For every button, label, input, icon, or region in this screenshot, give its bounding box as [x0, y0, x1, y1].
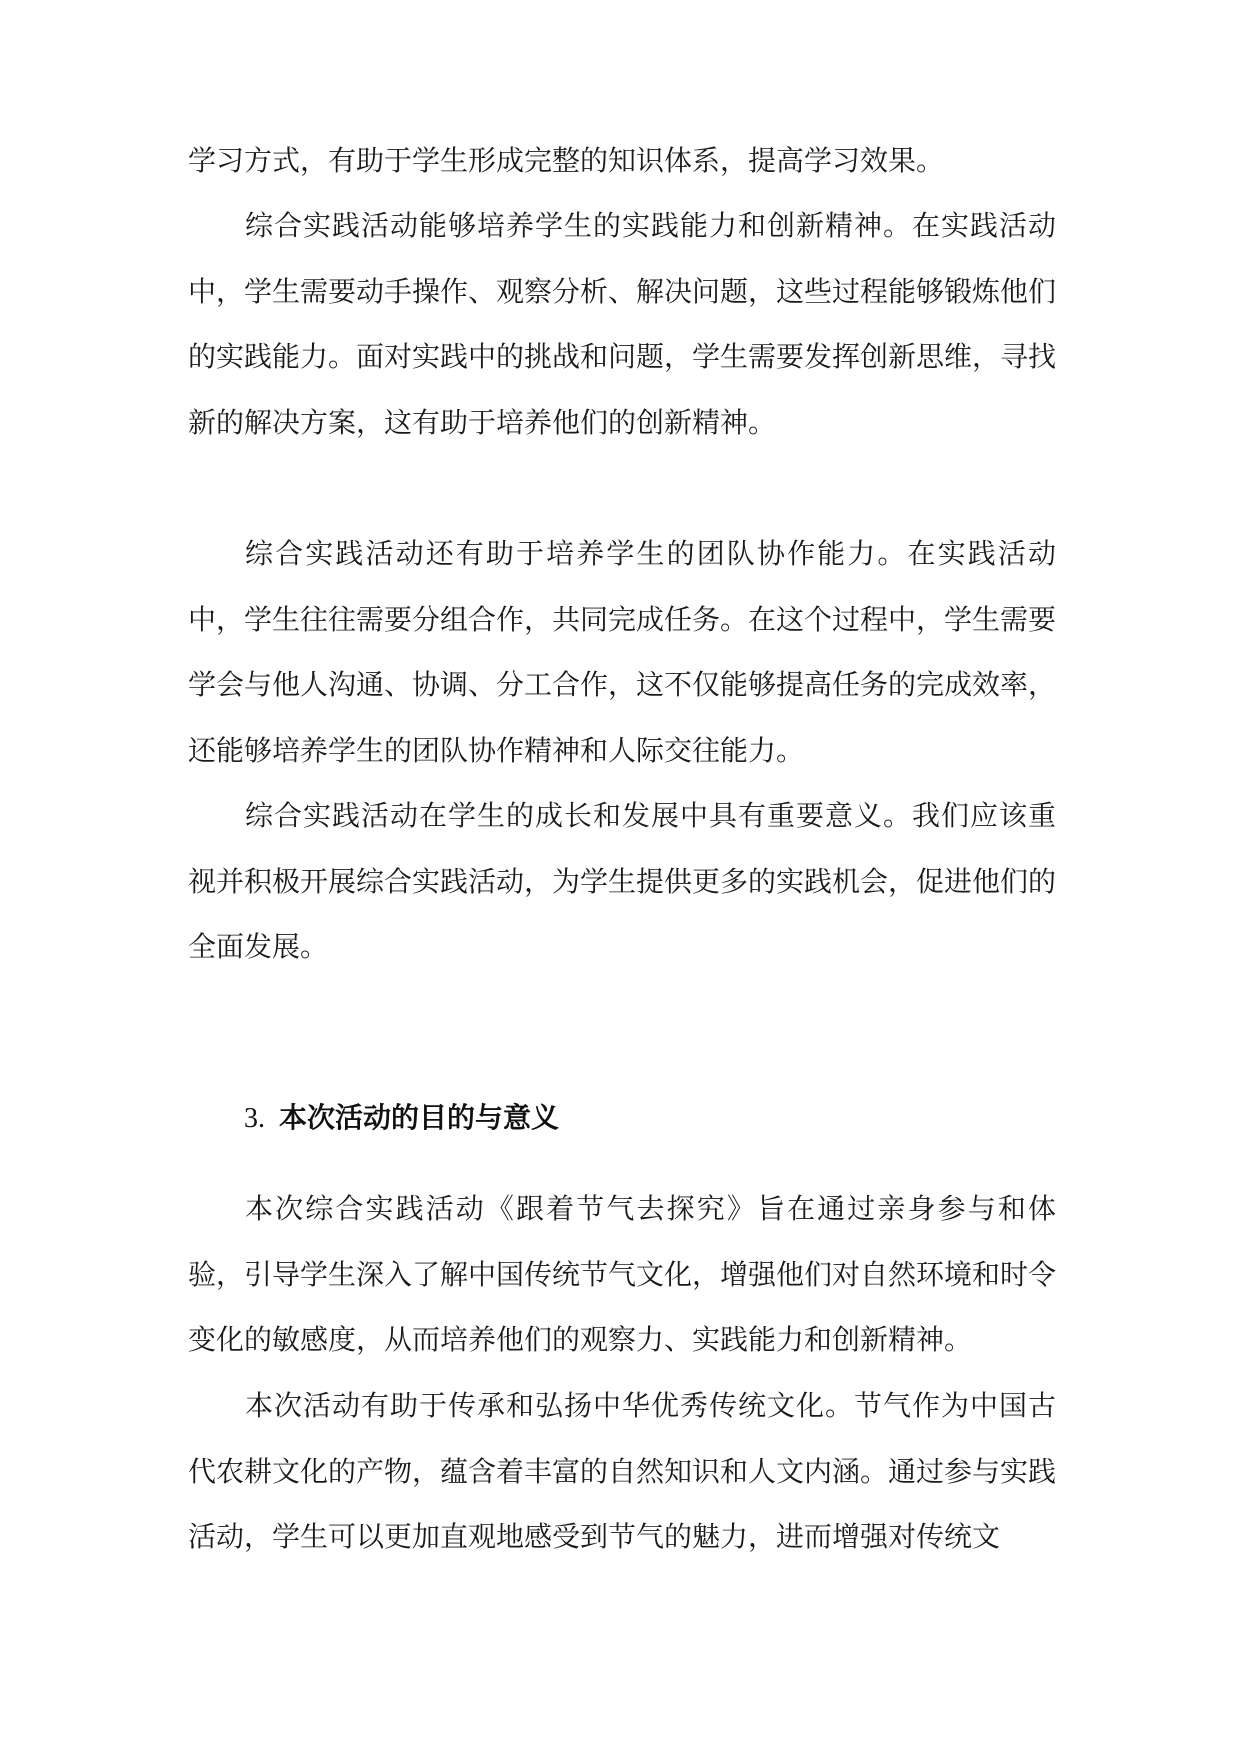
- section-number: 3.: [244, 1103, 265, 1134]
- section-heading: [244, 1098, 559, 1139]
- paragraph-tradition: 本次活动有助于传承和弘扬中华优秀传统文化。节气作为中国古代农耕文化的产物，蕴含着丰富的自然知识和人文内涵。通过参与实践活动，学生可以更加直观地感受到节气的魅力，进而增强对传统文: [188, 1389, 1057, 1554]
- paragraph-practice-ability: 综合实践活动能够培养学生的实践能力和创新精神。在实践活动中，学生需要动手操作、观察分析、解决问题，这些过程能够锻炼他们的实践能力。面对实践中的挑战和问题，学生需要发挥创新思维，寻找新的解决方案，这有助于培养他们的创新精神。: [188, 209, 1057, 439]
- section-title: 本次活动的目的与意义: [279, 1101, 560, 1134]
- paragraph-teamwork: 综合实践活动还有助于培养学生的团队协作能力。在实践活动中，学生往往需要分组合作，共同完成任务。在这个过程中，学生需要学会与他人沟通、协调、分工合作，这不仅能够提高任务的完成效率，还能够培养学生的团队协作精神和人际交往能力。: [188, 537, 1057, 767]
- paragraph-significance: 综合实践活动在学生的成长和发展中具有重要意义。我们应该重视并积极开展综合实践活动，为学生提供更多的实践机会，促进他们的全面发展。: [188, 799, 1057, 964]
- paragraph-activity-purpose: 本次综合实践活动《跟着节气去探究》旨在通过亲身参与和体验，引导学生深入了解中国传统节气文化，增强他们对自然环境和时令变化的敏感度，从而培养他们的观察力、实践能力和创新精神。: [188, 1192, 1057, 1357]
- paragraph-continuation: 学习方式，有助于学生形成完整的知识体系，提高学习效果。: [188, 144, 945, 177]
